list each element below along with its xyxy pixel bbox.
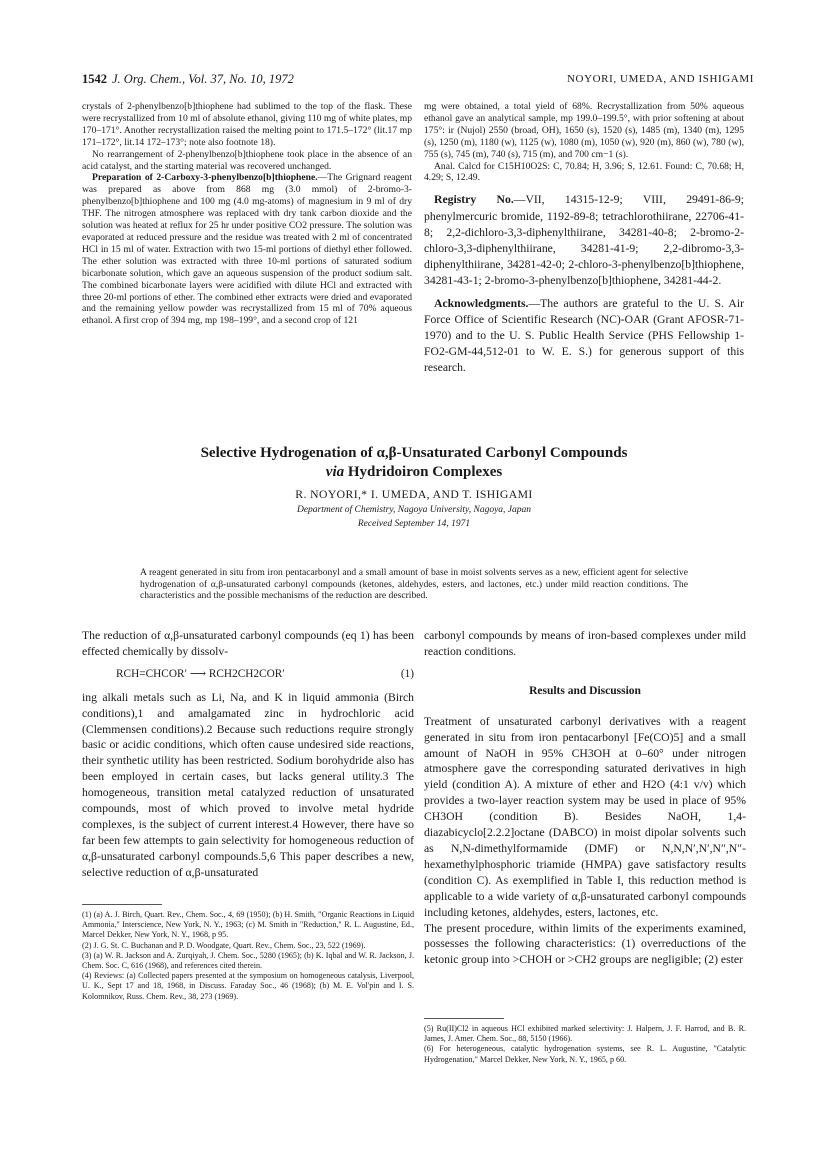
previous-article-right-column	[424, 101, 744, 377]
body-left-column	[82, 628, 414, 881]
paragraph: carbonyl compounds by means of iron-based complexes under mild reaction conditions.	[424, 629, 746, 658]
equation-number: (1)	[400, 667, 414, 680]
department: Department of Chemistry, Nagoya University, Nagoya, Japan	[296, 505, 532, 515]
footnote: (6) For heterogeneous, catalytic hydrogenation systems, see R. L. Augustine, "Catalytic Hydrogenation," Marcel Dekker, New York, N. Y., 1965, p 60.	[424, 1044, 746, 1064]
title-rest: Hydridoiron Complexes	[344, 464, 503, 480]
acknowledgments-text: —The authors are grateful to the U. S. Air Force Office of Scientific Research (NC)-OAR (Grant AFOSR-71-1970) and to the U. S. Public Health Service (PHS Fellowship 1-FO2-GM-44,512-01 to W. E. S.) for generous support of this research.	[424, 296, 744, 375]
footnote-rule	[82, 904, 162, 905]
footnote: (4) Reviews: (a) Collected papers presented at the symposium on homogeneous catalysis, Liverpool, U. K., Sept 17 and 18, 1968, in Discuss. Faraday Soc., 46 (1968); (b) M. E. Vol'pin and I. S. Kolomnikov, Russ. Chem. Rev., 38, 273 (1969).	[82, 971, 414, 1001]
paragraph: mg were obtained, a total yield of 68%. Recrystallization from 50% aqueous ethanol gave an analytical sample, mp 199.0–199.5°, with prior softening at about 175°: ir (Nujol) 2550 (broad, OH), 1650 (s), 1520 (s), 1485 (m), 1340 (m), 1295 (s), 1250 (m), 1180 (w), 1125 (w), 1080 (m), 1050 (w), 920 (m), 860 (w), 780 (w), 755 (s), 745 (m), 740 (s), 715 (m), and 700 cm−1 (s).	[424, 101, 744, 160]
page-number: 1542	[82, 72, 107, 86]
footnote: (5) Ru(II)Cl2 in aqueous HCl exhibited marked selectivity: J. Halpern, J. F. Harrod, and B. R. James, J. Amer. Chem. Soc., 88, 5150 (1966).	[424, 1024, 746, 1044]
abstract: A reagent generated in situ from iron pentacarbonyl and a small amount of base in moist solvents serves as a new, efficient agent for selective hydrogenation of α,β-unsaturated carbonyl compounds (ketones, aldehydes, esters, and lactones, etc.) under mild reaction conditions. The characteristics and the possible mechanisms of the reduction are described.	[140, 567, 688, 602]
paragraph-text: —The Grignard reagent was prepared as above from 868 mg (3.0 mmol) of 2-bromo-3-phenylbenzo[b]thiophene and 100 mg (4.0 mg-atoms) of magnesium in 9 ml of dry THF. The nitrogen atmosphere was replaced with dry tank carbon dioxide and the solution was heated at reflux for 25 hr under positive CO2 pressure. The solution was evaporated at reduced pressure and the residue was treated with 2 ml of concentrated HCl in 15 ml of water. Extraction with two 15-ml portions of diethyl ether followed. The ether solution was extracted with three 10-ml portions of saturated sodium bicarbonate solution, which gave an aqueous suspension of the product sodium salt. The combined bicarbonate layers were acidified with dilute HCl and extracted with three 20-ml portions of ether. The combined ether extracts were dried and evaporated and the remaining yellow powder was recrystallized from 15 ml of 70% aqueous ethanol. A first crop of 394 mg, mp 198–199°, and a second crop of 121	[82, 172, 412, 327]
subsection-heading: Preparation of 2-Carboxy-3-phenylbenzo[b]thiophene.	[92, 172, 318, 184]
footnotes-right	[424, 1018, 746, 1065]
article-authors: R. NOYORI,* I. UMEDA, AND T. ISHIGAMI	[295, 488, 533, 501]
analysis-line: Anal. Calcd for C15H10O2S: C, 70.84; H, 3.96; S, 12.61. Found: C, 70.68; H, 4.29; S, 12.49.	[424, 160, 744, 184]
acknowledgments-label: Acknowledgments.	[434, 296, 529, 310]
paragraph: The reduction of α,β-unsaturated carbonyl compounds (eq 1) has been effected chemically by dissolv-	[82, 629, 414, 658]
running-authors: NOYORI, UMEDA, AND ISHIGAMI	[566, 73, 754, 85]
paragraph: No rearrangement of 2-phenylbenzo[b]thiophene took place in the absence of an acid catalyst, and the starting material was recovered unchanged.	[82, 148, 412, 172]
equation-text: RCH=CHCOR′ ⟶ RCH2CH2COR′	[116, 667, 285, 680]
equation-1	[82, 667, 414, 683]
acknowledgments	[424, 296, 744, 377]
registry-label: Registry No.	[434, 193, 514, 207]
paragraph: Treatment of unsaturated carbonyl derivatives with a reagent generated in situ from iron pentacarbonyl [Fe(CO)5] and a small amount of NaOH in 95% CH3OH at 0–60° under nitrogen atmosphere gave the corresponding saturated derivatives in high yield (condition A). A mixture of ether and H2O (4:1 v/v) which provides a two-layer reaction system may be used in place of 95% CH3OH (condition B). Besides NaOH, 1,4-diazabicyclo[2.2.2]octane (DABCO) in moist dipolar solvents such as N,N-dimethylformamide (DMF) or N,N,N′,N′,N″,N″-hexamethylphosphoric triamide (HMPA) gave satisfactory results (condition C). As exemplified in Table I, this reduction method is applicable to a wide variety of α,β-unsaturated carbonyl compounds including ketones, aldehydes, esters, lactones, etc.	[424, 714, 746, 919]
footnote: (3) (a) W. R. Jackson and A. Zurqiyah, J. Chem. Soc., 5280 (1965); (b) K. Iqbal and W. R. Jackson, J. Chem. Soc. C, 616 (1968), and references cited therein.	[82, 950, 414, 971]
footnote: (1) (a) A. J. Birch, Quart. Rev., Chem. Soc., 4, 69 (1950); (b) H. Smith, "Organic Reactions in Liquid Ammonia," Interscience, New York, N. Y., 1963; (c) M. Smith in "Reduction," R. L. Augustine, Ed., Marcel Dekker, New York, N. Y., 1968, p 95.	[82, 910, 414, 940]
body-right-column	[424, 628, 746, 968]
journal-citation: J. Org. Chem., Vol. 37, No. 10, 1972	[112, 72, 294, 86]
title-italic-word: via	[325, 464, 345, 480]
paragraph: The present procedure, within limits of the experiments examined, possesses the following characteristics: (1) overreductions of the ketonic group into >CHOH or >CH2 groups are negligible; (2) ester	[424, 921, 746, 967]
paragraph: crystals of 2-phenylbenzo[b]thiophene had sublimed to the top of the flask. These were recrystallized from 10 ml of absolute ethanol, giving 110 mg of white plates, mp 170–171°. Another recrystallization raised the melting point to 171.5–172° (lit.17 mp 171–172°, lit.14 172–173°; note also footnote 18).	[82, 101, 413, 148]
paragraph: ing alkali metals such as Li, Na, and K in liquid ammonia (Birch conditions),1 and amalgamated zinc in hydrochloric acid (Clemmensen conditions).2 Because such reductions require strongly basic or acidic conditions, which often cause undesired side reactions, their synthetic utility has been restricted. Sodium borohydride also has been employed in certain cases, but lacks general utility.3 The homogeneous, transition metal catalyzed reduction of unsaturated compounds, most of which proved to involve metal hydride complexes, is the subject of current interest.4 However, there have so far been few attempts to gain selectivity for homogeneous reduction of α,β-unsaturated carbonyl compounds.5,6 This paper describes a new, selective reduction of α,β-unsaturated	[82, 690, 414, 879]
registry-numbers	[424, 192, 744, 289]
previous-article-left-column	[82, 101, 412, 327]
footnote: (2) J. G. St. C. Buchanan and P. D. Woodgate, Quart. Rev., Chem. Soc., 23, 522 (1969).	[82, 940, 366, 950]
footnotes-left	[82, 904, 414, 1002]
article-title-block	[82, 444, 746, 529]
paragraph	[82, 172, 412, 327]
footnote-rule	[424, 1018, 504, 1019]
article-title-line2	[82, 463, 746, 482]
article-title-line1: Selective Hydrogenation of α,β-Unsaturated Carbonyl Compounds	[200, 445, 628, 461]
received-date: Received September 14, 1971	[357, 519, 471, 529]
section-heading: Results and Discussion	[529, 684, 641, 697]
registry-text: —VII, 14315-12-9; VIII, 29491-86-9; phenylmercuric bromide, 1192-89-8; tetrachlorothiirane, 22706-41-8; 2,2-dichloro-3,3-diphenylthiirane, 34281-40-8; 2-bromo-2-chloro-3,3-diphenylthiirane, 34281-41-9; 2,2-dibromo-3,3-diphenylthiirane, 34281-42-0; 2-chloro-3-phenylbenzo[b]thiophene, 34281-43-1; 2-bromo-3-phenylbenzo[b]thiophene, 34281-44-2.	[424, 193, 744, 288]
